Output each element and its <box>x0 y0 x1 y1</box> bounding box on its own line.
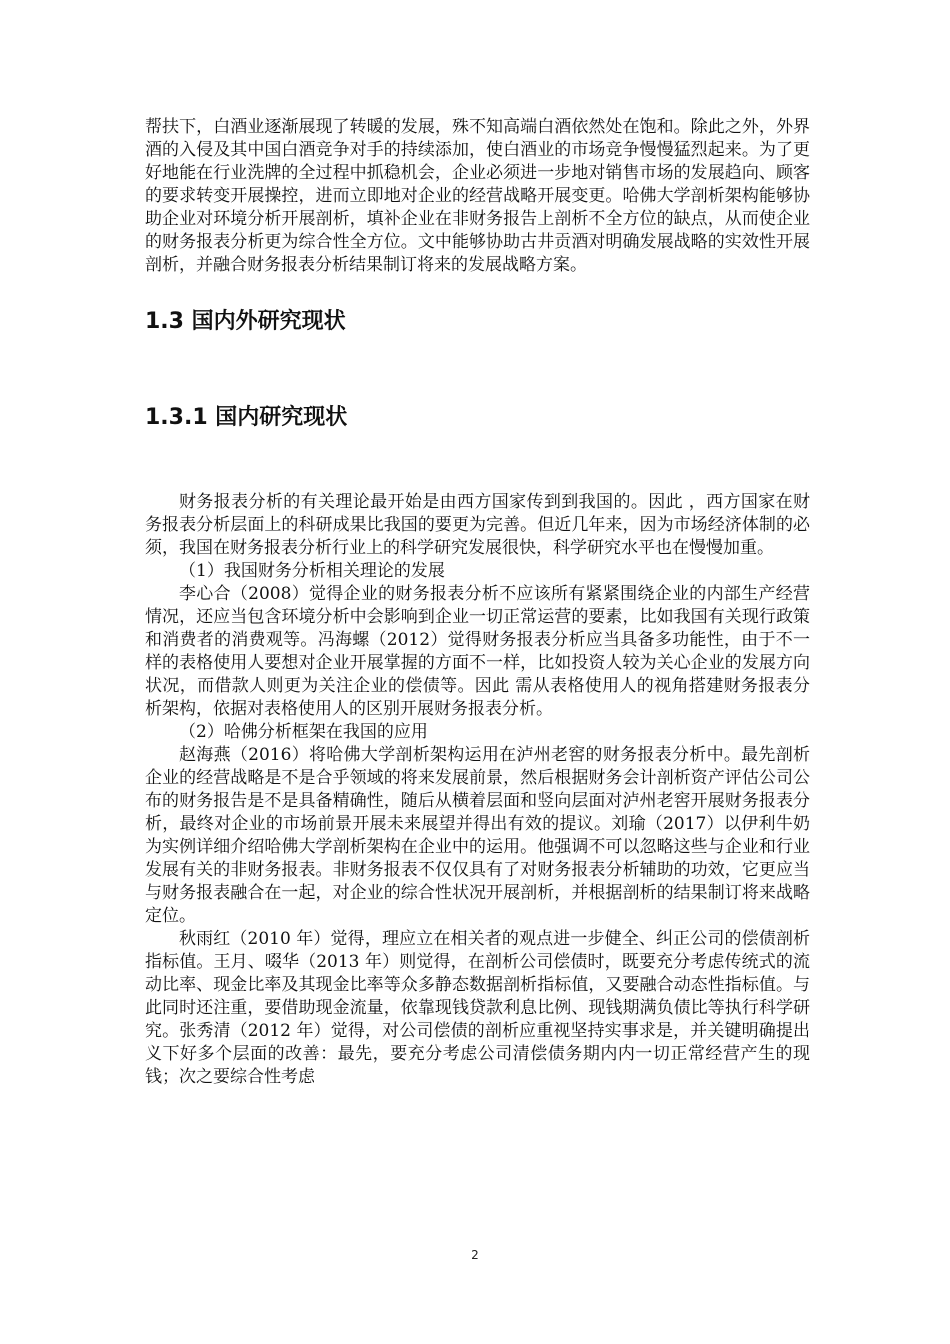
body-paragraph: 赵海燕（2016）将哈佛大学剖析架构运用在泸州老窖的财务报表分析中。最先剖析企业的经营战略是不是合乎领域的将来发展前景，然后根据财务会计剖析资产评估公司公布的财务报告是不是具备精确性，随后从横着层面和竖向层面对泸州老窖开展财务报表分析，最终对企业的市场前景开展未来展望并得出有效的提议。刘瑜（2017）以伊利牛奶为实例详细介绍哈佛大学剖析架构在企业中的运用。他强调不可以忽略这些与企业和行业发展有关的非财务报表。非财务报表不仅仅具有了对财务报表分析辅助的功效，它更应当与财务报表融合在一起，对企业的综合性状况开展剖析，并根据剖析的结果制订将来战略定位。 <box>145 745 810 926</box>
body-paragraph: 财务报表分析的有关理论最开始是由西方国家传到到我国的。因此 ，西方国家在财务报表分析层面上的科研成果比我国的要更为完善。但近几年来，因为市场经济体制的必须，我国在财务报表分析行业上的科学研究发展很快，科学研究水平也在慢慢加重。 <box>145 492 810 558</box>
subheading-2: （2）哈佛分析框架在我国的应用 <box>179 722 428 742</box>
section-heading-1-3: 1.3 国内外研究现状 <box>145 309 346 334</box>
body-paragraph: 秋雨红（2010 年）觉得，理应立在相关者的观点进一步健全、纠正公司的偿债剖析指标值。王月、啜华（2013 年）则觉得，在剖析公司偿债时，既要充分考虑传统式的流动比率、现金比率及其现金比率等众多静态数据剖析指标值，又要融合动态性指标值。与此同时还注重，要借助现金流量，依靠现钱贷款利息比例、现钱期满负债比等执行科学研究。张秀清（2012 年）觉得，对公司偿债的剖析应重视坚持实事求是，并关键明确提出义下好多个层面的改善：最先，要充分考虑公司清偿债务期内内一切正常经营产生的现钱；次之要综合性考虑 <box>145 929 810 1087</box>
body-paragraph: 李心合（2008）觉得企业的财务报表分析不应该所有紧紧围绕企业的内部生产经营情况，还应当包含环境分析中会影响到企业一切正常运营的要素，比如我国有关现行政策和消费者的消费观等。冯海螺（2012）觉得财务报表分析应当具备多功能性，由于不一样的表格使用人要想对企业开展掌握的方面不一样，比如投资人较为关心企业的发展方向状况，而借款人则更为关注企业的偿债等。因此 需从表格使用人的视角搭建财务报表分析架构，依据对表格使用人的区别开展财务报表分析。 <box>145 584 810 719</box>
page-number: 2 <box>471 1248 479 1262</box>
subheading-1: （1）我国财务分析相关理论的发展 <box>179 561 445 581</box>
section-heading-1-3-1: 1.3.1 国内研究现状 <box>145 405 348 430</box>
document-body <box>145 116 810 1089</box>
intro-paragraph: 帮扶下，白酒业逐渐展现了转暖的发展，殊不知高端白酒依然处在饱和。除此之外，外界酒的入侵及其中国白酒竞争对手的持续添加，使白酒业的市场竞争慢慢猛烈起来。为了更好地能在行业洗牌的全过程中抓稳机会，企业必须进一步地对销售市场的发展趋向、顾客的要求转变开展操控，进而立即地对企业的经营战略开展变更。哈佛大学剖析架构能够协助企业对环境分析开展剖析，填补企业在非财务报告上剖析不全方位的缺点，从而使企业的财务报表分析更为综合性全方位。文中能够协助古井贡酒对明确发展战略的实效性开展剖析，并融合财务报表分析结果制订将来的发展战略方案。 <box>145 117 810 275</box>
